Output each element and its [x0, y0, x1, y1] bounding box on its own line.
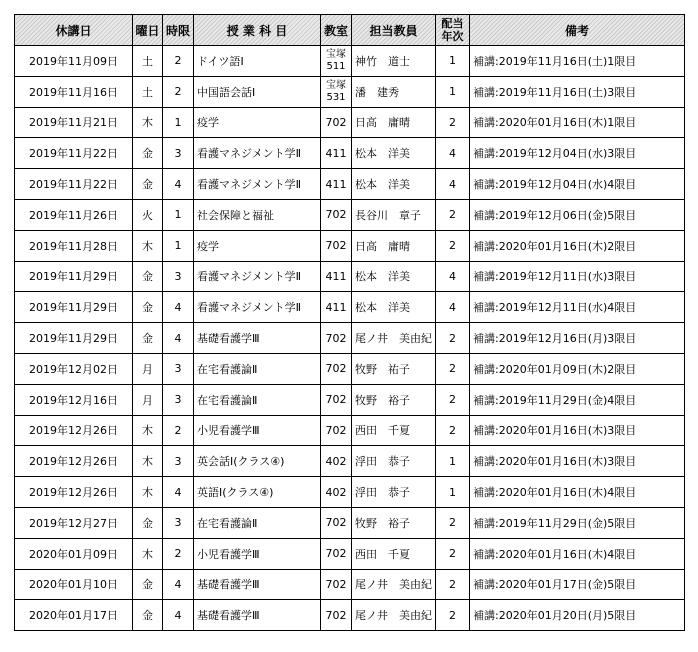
cell-teacher: 松本 洋美 — [352, 292, 436, 323]
table-row — [15, 538, 685, 569]
table-row — [15, 261, 685, 292]
cell-notes: 補講:2020年01月16日(木)4限目 — [470, 477, 685, 508]
cell-period: 2 — [163, 76, 194, 107]
table-header — [15, 15, 685, 46]
cell-teacher: 浮田 恭子 — [352, 446, 436, 477]
header-notes: 備考 — [470, 15, 685, 46]
cell-period: 1 — [163, 230, 194, 261]
cell-date: 2019年11月29日 — [15, 323, 133, 354]
header-subject: 授 業 科 目 — [194, 15, 321, 46]
cell-year: 1 — [436, 477, 470, 508]
cell-teacher: 牧野 祐子 — [352, 353, 436, 384]
cell-teacher: 西田 千夏 — [352, 538, 436, 569]
cell-year: 2 — [436, 600, 470, 631]
cell-teacher: 潘 建秀 — [352, 76, 436, 107]
cell-weekday: 木 — [133, 415, 163, 446]
cell-period: 4 — [163, 477, 194, 508]
cell-teacher: 長谷川 章子 — [352, 199, 436, 230]
header-room: 教室 — [321, 15, 352, 46]
cell-period: 4 — [163, 569, 194, 600]
cell-weekday: 金 — [133, 292, 163, 323]
cell-room: 702 — [321, 323, 352, 354]
cell-date: 2019年11月28日 — [15, 230, 133, 261]
cell-subject: 基礎看護学Ⅲ — [194, 569, 321, 600]
cell-notes: 補講:2020年01月16日(木)3限目 — [470, 446, 685, 477]
cell-weekday: 金 — [133, 600, 163, 631]
cell-room: 702 — [321, 600, 352, 631]
cell-room: 411 — [321, 261, 352, 292]
cell-year: 4 — [436, 138, 470, 169]
cell-subject: 看護マネジメント学Ⅱ — [194, 138, 321, 169]
header-weekday: 曜日 — [133, 15, 163, 46]
table-row — [15, 199, 685, 230]
cell-subject: 社会保障と福祉 — [194, 199, 321, 230]
cancellation-table — [14, 14, 685, 631]
table-row — [15, 169, 685, 200]
cell-subject: 看護マネジメント学Ⅱ — [194, 169, 321, 200]
cell-weekday: 金 — [133, 323, 163, 354]
cell-subject: 在宅看護論Ⅱ — [194, 353, 321, 384]
cell-period: 3 — [163, 353, 194, 384]
cell-notes: 補講:2019年12月04日(水)3限目 — [470, 138, 685, 169]
cell-subject: 小児看護学Ⅲ — [194, 538, 321, 569]
cell-year: 1 — [436, 46, 470, 77]
table-row — [15, 446, 685, 477]
cell-weekday: 木 — [133, 446, 163, 477]
cell-room: 702 — [321, 107, 352, 138]
table-row — [15, 600, 685, 631]
cell-subject: 疫学 — [194, 107, 321, 138]
cell-weekday: 金 — [133, 261, 163, 292]
cell-date: 2019年11月29日 — [15, 292, 133, 323]
cell-room: 702 — [321, 507, 352, 538]
cell-teacher: 日高 庸晴 — [352, 107, 436, 138]
cell-room — [321, 46, 352, 77]
cell-period: 1 — [163, 107, 194, 138]
cell-date: 2019年11月29日 — [15, 261, 133, 292]
table-row — [15, 292, 685, 323]
table-row — [15, 384, 685, 415]
table-row — [15, 138, 685, 169]
cell-period: 1 — [163, 199, 194, 230]
cell-subject: 在宅看護論Ⅱ — [194, 384, 321, 415]
table-row — [15, 353, 685, 384]
cell-weekday: 金 — [133, 507, 163, 538]
cell-date: 2019年11月26日 — [15, 199, 133, 230]
cell-period: 3 — [163, 138, 194, 169]
cell-weekday: 土 — [133, 46, 163, 77]
cell-weekday: 木 — [133, 538, 163, 569]
table-row — [15, 230, 685, 261]
table-row — [15, 46, 685, 77]
cell-subject: 小児看護学Ⅲ — [194, 415, 321, 446]
header-year-line1: 配当 — [441, 17, 464, 30]
cell-weekday: 木 — [133, 230, 163, 261]
cell-weekday: 金 — [133, 569, 163, 600]
table-row — [15, 507, 685, 538]
cell-notes: 補講:2020年01月16日(木)4限目 — [470, 538, 685, 569]
cell-teacher: 尾ノ井 美由紀 — [352, 323, 436, 354]
cell-date: 2019年12月27日 — [15, 507, 133, 538]
cell-year: 4 — [436, 292, 470, 323]
cell-year: 2 — [436, 384, 470, 415]
cell-weekday: 月 — [133, 384, 163, 415]
cell-subject: 在宅看護論Ⅱ — [194, 507, 321, 538]
cell-teacher: 松本 洋美 — [352, 138, 436, 169]
table-row — [15, 415, 685, 446]
cell-period: 2 — [163, 46, 194, 77]
cell-date: 2019年11月09日 — [15, 46, 133, 77]
cell-period: 3 — [163, 384, 194, 415]
cell-date: 2019年12月02日 — [15, 353, 133, 384]
cell-date: 2019年12月26日 — [15, 415, 133, 446]
cell-room: 411 — [321, 292, 352, 323]
cell-room: 702 — [321, 415, 352, 446]
cell-teacher: 尾ノ井 美由紀 — [352, 569, 436, 600]
cell-subject: ドイツ語Ⅰ — [194, 46, 321, 77]
cell-subject: 疫学 — [194, 230, 321, 261]
cell-room: 402 — [321, 477, 352, 508]
cell-weekday: 木 — [133, 477, 163, 508]
cell-year: 2 — [436, 230, 470, 261]
header-year — [436, 15, 470, 46]
cell-subject: 基礎看護学Ⅲ — [194, 323, 321, 354]
cell-year: 2 — [436, 199, 470, 230]
cell-teacher: 松本 洋美 — [352, 169, 436, 200]
cell-room: 702 — [321, 230, 352, 261]
table-row — [15, 477, 685, 508]
cell-period: 2 — [163, 415, 194, 446]
header-row — [15, 15, 685, 46]
cell-year: 4 — [436, 169, 470, 200]
cell-year: 1 — [436, 76, 470, 107]
cell-room-campus: 宝塚 — [326, 79, 346, 91]
cell-date: 2019年11月22日 — [15, 138, 133, 169]
cell-weekday: 火 — [133, 199, 163, 230]
cell-date: 2019年11月21日 — [15, 107, 133, 138]
cell-year: 2 — [436, 107, 470, 138]
cell-room — [321, 76, 352, 107]
header-date: 休講日 — [15, 15, 133, 46]
cell-room-campus: 宝塚 — [326, 48, 346, 60]
table-row — [15, 107, 685, 138]
cell-teacher: 松本 洋美 — [352, 261, 436, 292]
cell-teacher: 牧野 裕子 — [352, 384, 436, 415]
cell-date: 2019年11月16日 — [15, 76, 133, 107]
cell-teacher: 浮田 恭子 — [352, 477, 436, 508]
cell-date: 2019年12月26日 — [15, 477, 133, 508]
cell-year: 2 — [436, 353, 470, 384]
cell-period: 4 — [163, 292, 194, 323]
cell-teacher: 日高 庸晴 — [352, 230, 436, 261]
cell-notes: 補講:2019年11月16日(土)3限目 — [470, 76, 685, 107]
cell-room: 702 — [321, 384, 352, 415]
cell-period: 4 — [163, 169, 194, 200]
table-row — [15, 76, 685, 107]
cell-weekday: 金 — [133, 138, 163, 169]
cell-year: 2 — [436, 415, 470, 446]
header-teacher: 担当教員 — [352, 15, 436, 46]
cell-weekday: 金 — [133, 169, 163, 200]
cell-subject: 英会話Ⅰ(クラス④) — [194, 446, 321, 477]
cell-teacher: 神竹 道士 — [352, 46, 436, 77]
cell-room-number: 511 — [326, 60, 346, 72]
cell-notes: 補講:2020年01月20日(月)5限目 — [470, 600, 685, 631]
cell-year: 1 — [436, 446, 470, 477]
cell-room-number: 531 — [326, 91, 346, 103]
cell-notes: 補講:2019年12月16日(月)3限目 — [470, 323, 685, 354]
cell-notes: 補講:2020年01月16日(木)1限目 — [470, 107, 685, 138]
cell-room: 702 — [321, 569, 352, 600]
cell-teacher: 西田 千夏 — [352, 415, 436, 446]
table-row — [15, 323, 685, 354]
cell-date: 2020年01月09日 — [15, 538, 133, 569]
cell-date: 2019年12月26日 — [15, 446, 133, 477]
cell-date: 2020年01月17日 — [15, 600, 133, 631]
cell-room: 702 — [321, 199, 352, 230]
cell-period: 4 — [163, 323, 194, 354]
cell-weekday: 月 — [133, 353, 163, 384]
cell-year: 2 — [436, 569, 470, 600]
cell-notes: 補講:2019年12月06日(金)5限目 — [470, 199, 685, 230]
cell-notes: 補講:2019年11月16日(土)1限目 — [470, 46, 685, 77]
cell-date: 2020年01月10日 — [15, 569, 133, 600]
table-body — [15, 46, 685, 631]
cell-notes: 補講:2019年12月04日(水)4限目 — [470, 169, 685, 200]
cell-notes: 補講:2020年01月16日(木)2限目 — [470, 230, 685, 261]
cell-notes: 補講:2019年12月11日(水)3限目 — [470, 261, 685, 292]
header-year-line2: 年次 — [441, 30, 464, 43]
cell-period: 3 — [163, 507, 194, 538]
cell-subject: 英語Ⅰ(クラス④) — [194, 477, 321, 508]
cell-room: 402 — [321, 446, 352, 477]
cell-room: 411 — [321, 138, 352, 169]
cell-year: 2 — [436, 507, 470, 538]
cell-period: 3 — [163, 261, 194, 292]
cell-year: 2 — [436, 323, 470, 354]
cell-notes: 補講:2019年11月29日(金)4限目 — [470, 384, 685, 415]
cell-period: 4 — [163, 600, 194, 631]
cell-period: 3 — [163, 446, 194, 477]
cell-notes: 補講:2020年01月16日(木)3限目 — [470, 415, 685, 446]
cell-date: 2019年11月22日 — [15, 169, 133, 200]
cell-room: 702 — [321, 353, 352, 384]
cell-subject: 看護マネジメント学Ⅱ — [194, 261, 321, 292]
cell-teacher: 尾ノ井 美由紀 — [352, 600, 436, 631]
cell-room: 411 — [321, 169, 352, 200]
cell-room: 702 — [321, 538, 352, 569]
table-row — [15, 569, 685, 600]
cell-subject: 中国語会話Ⅰ — [194, 76, 321, 107]
cell-year: 2 — [436, 538, 470, 569]
cell-notes: 補講:2019年11月29日(金)5限目 — [470, 507, 685, 538]
cell-subject: 看護マネジメント学Ⅱ — [194, 292, 321, 323]
cell-subject: 基礎看護学Ⅲ — [194, 600, 321, 631]
cell-date: 2019年12月16日 — [15, 384, 133, 415]
cell-notes: 補講:2019年12月11日(水)4限目 — [470, 292, 685, 323]
cell-weekday: 土 — [133, 76, 163, 107]
cell-period: 2 — [163, 538, 194, 569]
cell-notes: 補講:2020年01月17日(金)5限目 — [470, 569, 685, 600]
cell-notes: 補講:2020年01月09日(木)2限目 — [470, 353, 685, 384]
cell-teacher: 牧野 裕子 — [352, 507, 436, 538]
cell-weekday: 木 — [133, 107, 163, 138]
header-period: 時限 — [163, 15, 194, 46]
cell-year: 4 — [436, 261, 470, 292]
